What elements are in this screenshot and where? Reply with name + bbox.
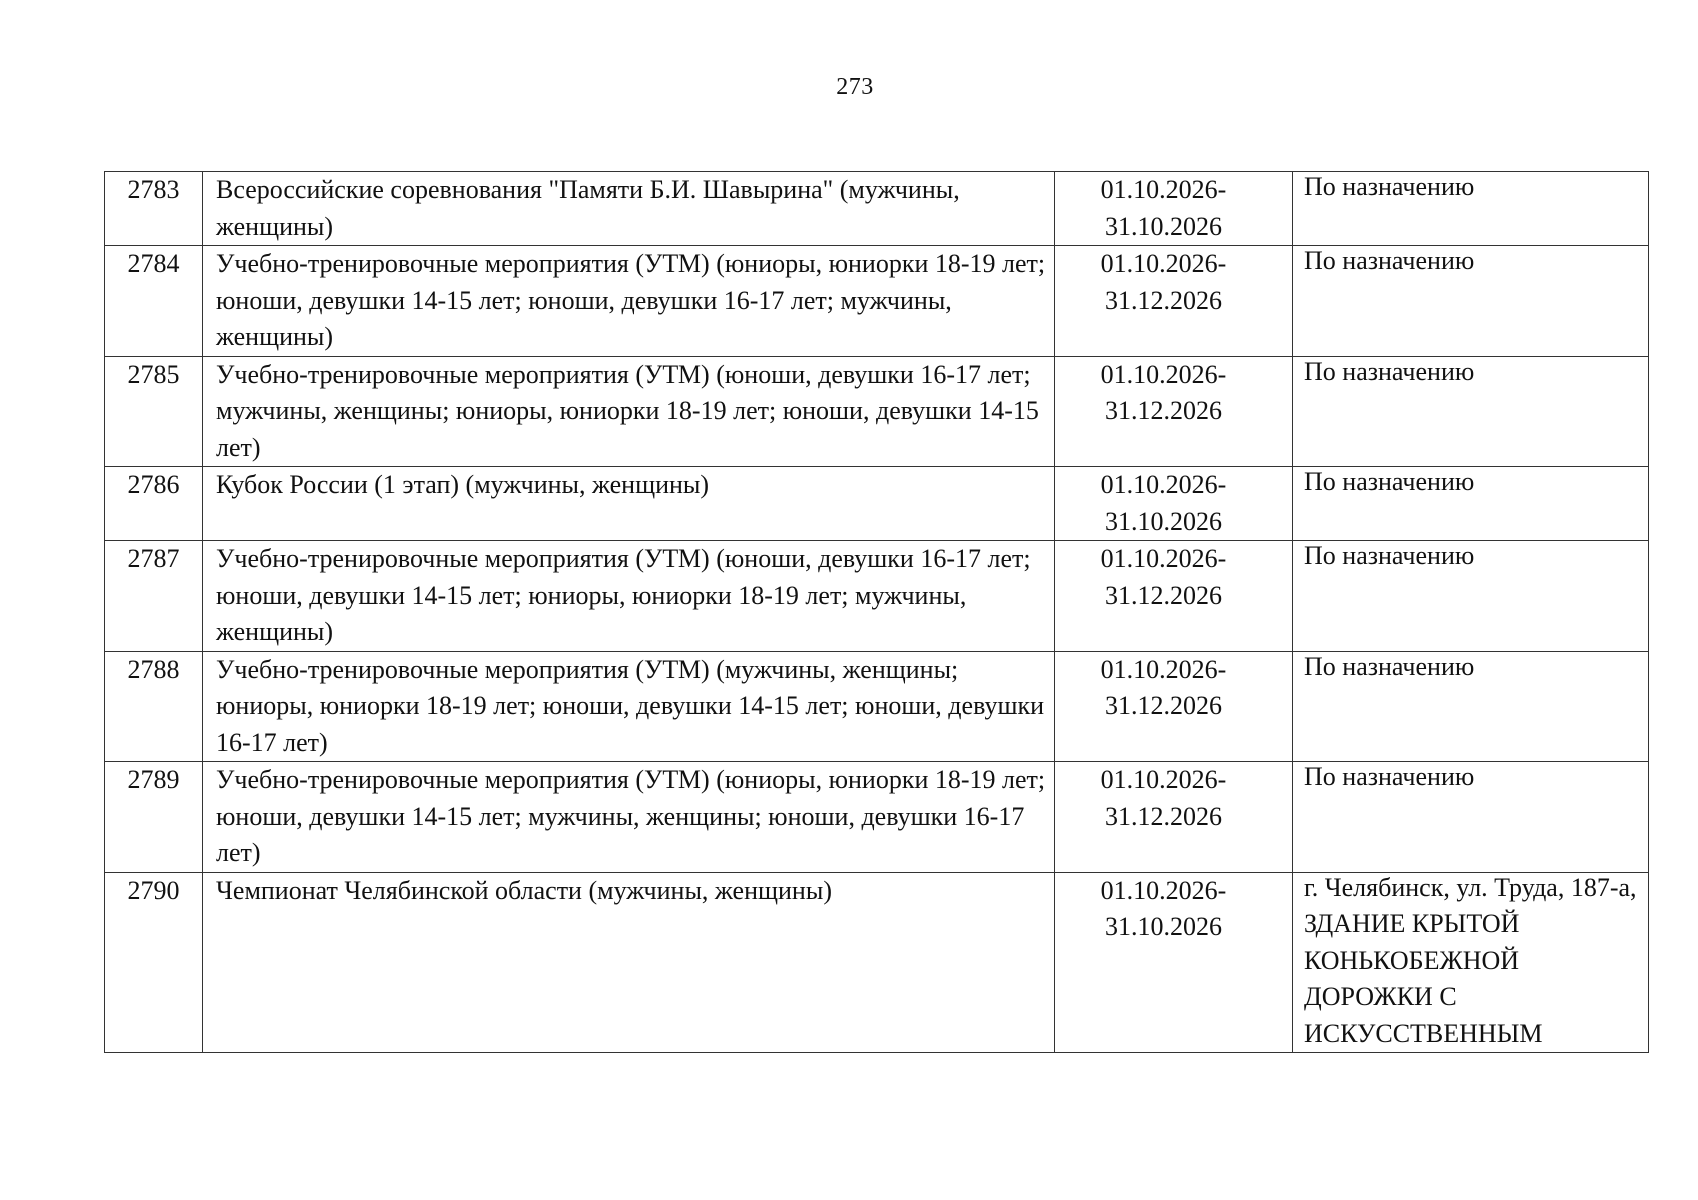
date-start: 01.10.2026- [1100, 654, 1227, 684]
row-number-cell: 2783 [105, 172, 203, 246]
row-number-cell: 2787 [105, 541, 203, 652]
event-name-cell: Учебно-тренировочные мероприятия (УТМ) (юниоры, юниорки 18-19 лет; юноши, девушки 14-15 лет; юноши, девушки 16-17 лет; мужчины, женщины) [203, 246, 1055, 357]
event-place-cell [1293, 467, 1649, 541]
date-end: 31.12.2026 [1105, 396, 1222, 425]
event-dates-cell [1055, 172, 1293, 246]
event-name-cell: Чемпионат Челябинской области (мужчины, женщины) [203, 872, 1055, 1053]
event-place-cell [1293, 172, 1649, 246]
place-text: По назначению [1304, 541, 1475, 570]
table-row [105, 541, 1649, 652]
event-place-cell [1293, 762, 1649, 873]
event-name-cell: Кубок России (1 этап) (мужчины, женщины) [203, 467, 1055, 541]
date-end: 31.12.2026 [1105, 801, 1222, 831]
event-place-cell [1293, 651, 1649, 762]
event-dates-cell [1055, 356, 1293, 467]
date-start: 01.10.2026- [1100, 544, 1227, 573]
event-place-cell [1293, 541, 1649, 652]
event-dates-cell [1055, 541, 1293, 652]
table-row [105, 172, 1649, 246]
date-start: 01.10.2026- [1100, 249, 1227, 278]
events-table [104, 171, 1649, 1053]
date-end: 31.12.2026 [1105, 580, 1222, 610]
table-row [105, 762, 1649, 873]
page-number: 273 [836, 74, 874, 100]
event-name-cell: Учебно-тренировочные мероприятия (УТМ) (мужчины, женщины; юниоры, юниорки 18-19 лет; юноши, девушки 14-15 лет; юноши, девушки 16-17 лет) [203, 651, 1055, 762]
place-text: По назначению [1304, 356, 1475, 386]
date-start: 01.10.2026- [1100, 765, 1227, 794]
place-text: По назначению [1304, 467, 1475, 496]
event-name-cell: Учебно-тренировочные мероприятия (УТМ) (юноши, девушки 16-17 лет; юноши, девушки 14-15 лет; юниоры, юниорки 18-19 лет; мужчины, женщины) [203, 541, 1055, 652]
row-number-cell: 2785 [105, 356, 203, 467]
event-name-cell: Учебно-тренировочные мероприятия (УТМ) (юноши, девушки 16-17 лет; мужчины, женщины; юниоры, юниорки 18-19 лет; юноши, девушки 14-15 лет) [203, 356, 1055, 467]
event-dates-cell [1055, 651, 1293, 762]
event-place-cell [1293, 872, 1649, 1053]
event-dates-cell [1055, 467, 1293, 541]
row-number-cell: 2790 [105, 872, 203, 1053]
row-number-cell: 2784 [105, 246, 203, 357]
table-row [105, 246, 1649, 357]
row-number-cell: 2786 [105, 467, 203, 541]
date-end: 31.10.2026 [1105, 912, 1222, 941]
place-text: По назначению [1304, 172, 1475, 201]
event-name-cell: Учебно-тренировочные мероприятия (УТМ) (юниоры, юниорки 18-19 лет; юноши, девушки 14-15 лет; мужчины, женщины; юноши, девушки 16-17 лет) [203, 762, 1055, 873]
event-dates-cell [1055, 762, 1293, 873]
date-end: 31.12.2026 [1105, 285, 1222, 315]
date-end: 31.12.2026 [1105, 691, 1222, 720]
table-row [105, 872, 1649, 1053]
table-row [105, 651, 1649, 762]
event-place-cell [1293, 356, 1649, 467]
place-text: г. Челябинск, ул. Труда, 187-а, ЗДАНИЕ КРЫТОЙ КОНЬКОБЕЖНОЙ ДОРОЖКИ С ИСКУССТВЕННЫМ [1304, 872, 1637, 1048]
event-place-cell [1293, 246, 1649, 357]
date-start: 01.10.2026- [1100, 875, 1227, 905]
place-text: По назначению [1304, 246, 1475, 275]
date-start: 01.10.2026- [1100, 175, 1227, 204]
date-end: 31.10.2026 [1105, 211, 1222, 241]
row-number-cell: 2789 [105, 762, 203, 873]
date-end: 31.10.2026 [1105, 506, 1222, 536]
event-dates-cell [1055, 246, 1293, 357]
place-text: По назначению [1304, 651, 1475, 681]
table-row [105, 467, 1649, 541]
event-dates-cell [1055, 872, 1293, 1053]
place-text: По назначению [1304, 762, 1475, 791]
event-name-cell: Всероссийские соревнования "Памяти Б.И. Шавырина" (мужчины, женщины) [203, 172, 1055, 246]
row-number-cell: 2788 [105, 651, 203, 762]
date-start: 01.10.2026- [1100, 470, 1227, 499]
table-row [105, 356, 1649, 467]
date-start: 01.10.2026- [1100, 359, 1227, 389]
